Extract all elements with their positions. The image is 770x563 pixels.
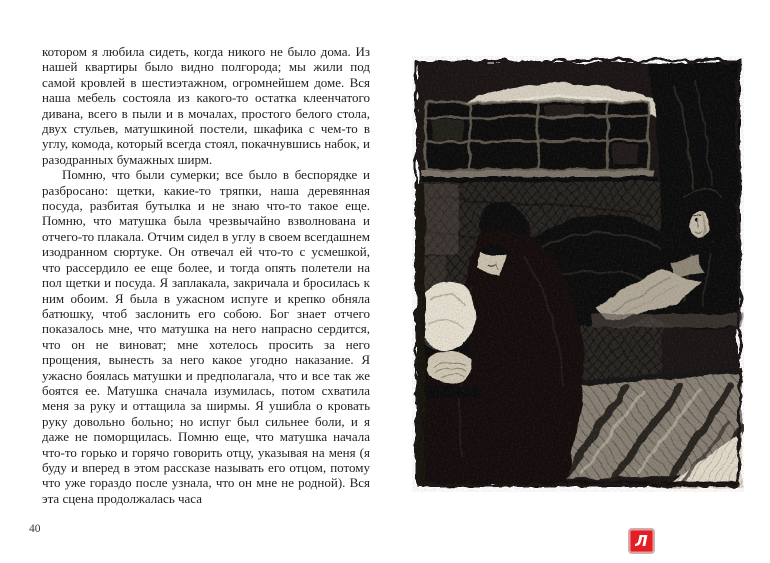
page-number: 40 xyxy=(29,523,41,535)
body-paragraph: Помню, что были сумерки; все было в беспорядке и разбросано: щетки, какие-то тряпки, наша деревянная посуда, разбитая бутылка и не знаю что-то такое еще. Помню, что матушка была чрезвычайно взволнована и отчего-то плакала. Отчим сидел в углу в своем всегдашнем изодранном сюртуке. Он отвечал ей что-то с усмешкой, что рассердило ее еще более, и тогда опять полетели на пол щетки и посуда. Я заплакала, закричала и бросилась к ним обоим. Я была в ужасном испуге и крепко обняла батюшку, чтоб заслонить его собою. Бог знает отчего показалось мне, что матушка на него напрасно сердится, что он не виноват; мне хотелось просить за него прощения, вынесть за него какое угодно наказание. Я ужасно боялась матушки и предполагала, что и все так же боятся ее. Матушка сначала изумилась, потом схватила меня за руку и оттащила за ширмы. Я ушибла о кровать руку довольно больно; но испуг был сильнее боли, и я даже не поморщилась. Помню еще, что матушка начала что-то горько и горячо говорить отцу, указывая на меня (я буду и вперед в этом рассказе называть его отцом, потому что уже гораздо после узнала, что он мне не родной). Вся эта сцена продолжалась часа xyxy=(42,167,370,506)
watermark-letter: Л xyxy=(635,531,648,550)
labirint-watermark xyxy=(629,529,654,553)
book-illustration xyxy=(412,56,744,492)
left-page-text xyxy=(42,44,370,506)
body-paragraph: котором я любила сидеть, когда никого не было дома. Из нашей квартиры было видно полгорода; мы жили под самой кровлей в шестиэтажном, огромнейшем доме. Вся наша мебель состояла из какого-то остатка клеенчатого дивана, всего в пыли и в мочалах, простого белого стола, двух стульев, матушкиной постели, шкафика с чем-то в углу, комода, который всегда стоял, покачнувшись набок, и разодранных бумажных ширм. xyxy=(42,44,370,167)
